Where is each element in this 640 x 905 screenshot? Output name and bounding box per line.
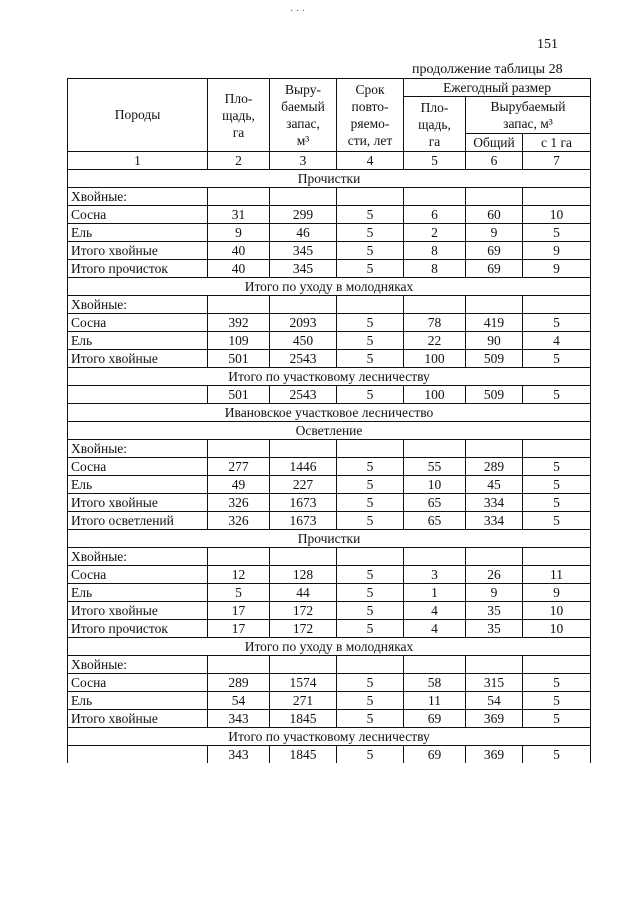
value-cell: 5 <box>523 224 591 242</box>
value-cell: 78 <box>404 314 466 332</box>
table-row <box>68 710 591 728</box>
value-cell: 369 <box>466 746 523 764</box>
section-row <box>68 638 591 656</box>
header-total <box>466 134 523 152</box>
header-area <box>208 79 270 152</box>
empty-cell <box>404 188 466 206</box>
value-cell: 5 <box>523 386 591 404</box>
value-cell: 5 <box>337 260 404 278</box>
empty-cell <box>270 548 337 566</box>
section-row <box>68 404 591 422</box>
value-cell: 2 <box>404 224 466 242</box>
value-cell: 45 <box>466 476 523 494</box>
value-cell: 277 <box>208 458 270 476</box>
empty-cell <box>270 188 337 206</box>
forestry-table <box>67 78 591 763</box>
empty-cell <box>337 656 404 674</box>
value-cell: 8 <box>404 242 466 260</box>
value-cell: 5 <box>337 710 404 728</box>
value-cell: 69 <box>404 746 466 764</box>
value-cell: 10 <box>523 206 591 224</box>
empty-cell <box>208 440 270 458</box>
table-row <box>68 476 591 494</box>
value-cell: 4 <box>404 620 466 638</box>
group-label: Хвойные: <box>68 188 208 206</box>
value-cell: 5 <box>523 314 591 332</box>
empty-cell <box>466 440 523 458</box>
value-cell: 60 <box>466 206 523 224</box>
value-cell: 289 <box>466 458 523 476</box>
section-title: Ивановское участковое лесничество <box>68 404 591 422</box>
value-cell: 5 <box>337 494 404 512</box>
value-cell: 69 <box>466 260 523 278</box>
group-label: Хвойные: <box>68 440 208 458</box>
section-title: Итого по уходу в молодняках <box>68 278 591 296</box>
section-title: Прочистки <box>68 530 591 548</box>
group-label: Хвойные: <box>68 548 208 566</box>
table-row <box>68 602 591 620</box>
value-cell: 12 <box>208 566 270 584</box>
value-cell: 10 <box>404 476 466 494</box>
value-cell: 9 <box>523 260 591 278</box>
column-number: 7 <box>523 152 591 170</box>
value-cell: 5 <box>523 692 591 710</box>
value-cell: 5 <box>523 458 591 476</box>
value-cell: 55 <box>404 458 466 476</box>
value-cell: 509 <box>466 350 523 368</box>
empty-cell <box>208 188 270 206</box>
species-cell: Итого хвойные <box>68 710 208 728</box>
column-number: 2 <box>208 152 270 170</box>
value-cell: 1673 <box>270 494 337 512</box>
value-cell: 271 <box>270 692 337 710</box>
value-cell: 5 <box>523 674 591 692</box>
table-row <box>68 674 591 692</box>
table-row <box>68 350 591 368</box>
value-cell: 5 <box>337 242 404 260</box>
table-row <box>68 746 591 764</box>
header-total-text: Общий <box>473 134 515 150</box>
section-title: Итого по участковому лесничеству <box>68 728 591 746</box>
empty-cell <box>208 656 270 674</box>
value-cell: 46 <box>270 224 337 242</box>
group-row <box>68 296 591 314</box>
value-cell: 40 <box>208 242 270 260</box>
header-annual <box>404 79 591 97</box>
value-cell: 17 <box>208 602 270 620</box>
empty-cell <box>270 656 337 674</box>
value-cell: 2543 <box>270 350 337 368</box>
empty-cell <box>337 188 404 206</box>
value-cell: 289 <box>208 674 270 692</box>
value-cell: 11 <box>523 566 591 584</box>
value-cell: 345 <box>270 242 337 260</box>
header-per-ha <box>523 134 591 152</box>
value-cell: 9 <box>208 224 270 242</box>
empty-cell <box>466 296 523 314</box>
column-number: 4 <box>337 152 404 170</box>
column-number-row <box>68 152 591 170</box>
value-cell: 35 <box>466 620 523 638</box>
value-cell: 1574 <box>270 674 337 692</box>
value-cell: 65 <box>404 512 466 530</box>
value-cell: 1673 <box>270 512 337 530</box>
value-cell: 315 <box>466 674 523 692</box>
species-cell: Ель <box>68 476 208 494</box>
value-cell: 501 <box>208 386 270 404</box>
scan-speck: · · · <box>290 6 305 17</box>
table-caption: продолжение таблицы 28 <box>412 62 563 77</box>
table-row <box>68 314 591 332</box>
table-row <box>68 332 591 350</box>
section-title: Осветление <box>68 422 591 440</box>
value-cell: 9 <box>523 242 591 260</box>
value-cell: 5 <box>337 512 404 530</box>
header-row-1 <box>68 79 591 97</box>
section-row <box>68 728 591 746</box>
header-annual-volume <box>466 97 591 134</box>
column-number: 6 <box>466 152 523 170</box>
table-row <box>68 620 591 638</box>
group-row <box>68 656 591 674</box>
empty-cell <box>523 188 591 206</box>
table-row <box>68 458 591 476</box>
value-cell: 5 <box>523 494 591 512</box>
value-cell: 326 <box>208 512 270 530</box>
value-cell: 1446 <box>270 458 337 476</box>
value-cell: 3 <box>404 566 466 584</box>
value-cell: 69 <box>404 710 466 728</box>
value-cell: 392 <box>208 314 270 332</box>
species-cell: Сосна <box>68 206 208 224</box>
table-body <box>68 79 591 764</box>
species-cell: Итого хвойные <box>68 494 208 512</box>
value-cell: 509 <box>466 386 523 404</box>
value-cell: 2093 <box>270 314 337 332</box>
empty-cell <box>270 296 337 314</box>
empty-cell <box>523 440 591 458</box>
group-row <box>68 440 591 458</box>
value-cell: 5 <box>337 332 404 350</box>
table-row <box>68 512 591 530</box>
group-row <box>68 188 591 206</box>
value-cell: 345 <box>270 260 337 278</box>
value-cell: 22 <box>404 332 466 350</box>
value-cell: 128 <box>270 566 337 584</box>
section-row <box>68 278 591 296</box>
species-cell: Ель <box>68 692 208 710</box>
section-title: Итого по участковому лесничеству <box>68 368 591 386</box>
empty-cell <box>466 656 523 674</box>
header-period <box>337 79 404 152</box>
value-cell: 501 <box>208 350 270 368</box>
value-cell: 5 <box>337 476 404 494</box>
value-cell: 26 <box>466 566 523 584</box>
header-period-text: Срок повто- ряемо- сти, лет <box>347 82 393 148</box>
header-annual-text: Ежегодный размер <box>443 79 551 95</box>
column-number: 5 <box>404 152 466 170</box>
value-cell: 10 <box>523 620 591 638</box>
value-cell: 1845 <box>270 746 337 764</box>
empty-cell <box>523 296 591 314</box>
header-per-ha-text: с 1 га <box>540 134 573 150</box>
species-cell: Сосна <box>68 566 208 584</box>
value-cell: 2543 <box>270 386 337 404</box>
value-cell: 1 <box>404 584 466 602</box>
section-row <box>68 422 591 440</box>
table-row <box>68 260 591 278</box>
section-row <box>68 368 591 386</box>
species-cell: Сосна <box>68 674 208 692</box>
column-number: 1 <box>68 152 208 170</box>
group-label: Хвойные: <box>68 656 208 674</box>
value-cell: 54 <box>208 692 270 710</box>
species-cell: Итого хвойные <box>68 602 208 620</box>
header-annual-volume-text: Вырубаемый запас, м³ <box>490 99 566 131</box>
value-cell: 5 <box>208 584 270 602</box>
value-cell: 5 <box>337 602 404 620</box>
value-cell: 5 <box>337 314 404 332</box>
value-cell: 1845 <box>270 710 337 728</box>
species-cell: Сосна <box>68 314 208 332</box>
section-row <box>68 170 591 188</box>
value-cell: 54 <box>466 692 523 710</box>
species-cell: Ель <box>68 584 208 602</box>
value-cell: 5 <box>337 350 404 368</box>
value-cell: 58 <box>404 674 466 692</box>
header-annual-area <box>404 97 466 152</box>
value-cell: 8 <box>404 260 466 278</box>
value-cell: 5 <box>523 710 591 728</box>
value-cell: 5 <box>337 584 404 602</box>
value-cell: 9 <box>466 584 523 602</box>
empty-cell <box>523 656 591 674</box>
value-cell: 5 <box>337 206 404 224</box>
table-row <box>68 584 591 602</box>
value-cell: 100 <box>404 386 466 404</box>
value-cell: 5 <box>337 224 404 242</box>
value-cell: 10 <box>523 602 591 620</box>
empty-cell <box>466 188 523 206</box>
header-species-text: Породы <box>114 107 161 122</box>
value-cell: 4 <box>404 602 466 620</box>
header-species <box>68 79 208 152</box>
value-cell: 109 <box>208 332 270 350</box>
table-row <box>68 386 591 404</box>
value-cell: 90 <box>466 332 523 350</box>
section-title: Прочистки <box>68 170 591 188</box>
value-cell: 5 <box>337 674 404 692</box>
value-cell: 326 <box>208 494 270 512</box>
value-cell: 343 <box>208 710 270 728</box>
page-number: 151 <box>537 37 558 52</box>
header-area-text: Пло- щадь, га <box>222 90 255 140</box>
value-cell: 299 <box>270 206 337 224</box>
section-row <box>68 530 591 548</box>
value-cell: 49 <box>208 476 270 494</box>
value-cell: 419 <box>466 314 523 332</box>
empty-cell <box>404 548 466 566</box>
value-cell: 5 <box>337 746 404 764</box>
value-cell: 11 <box>404 692 466 710</box>
empty-cell <box>404 296 466 314</box>
value-cell: 17 <box>208 620 270 638</box>
value-cell: 5 <box>337 620 404 638</box>
table-row <box>68 566 591 584</box>
empty-cell <box>404 656 466 674</box>
value-cell: 334 <box>466 512 523 530</box>
value-cell: 172 <box>270 620 337 638</box>
group-row <box>68 548 591 566</box>
species-cell: Итого осветлений <box>68 512 208 530</box>
species-cell: Итого прочисток <box>68 260 208 278</box>
table-row <box>68 692 591 710</box>
value-cell: 227 <box>270 476 337 494</box>
value-cell: 450 <box>270 332 337 350</box>
empty-cell <box>466 548 523 566</box>
value-cell: 334 <box>466 494 523 512</box>
value-cell: 35 <box>466 602 523 620</box>
value-cell: 5 <box>337 386 404 404</box>
header-volume <box>270 79 337 152</box>
empty-cell <box>337 548 404 566</box>
empty-cell <box>270 440 337 458</box>
species-cell: Итого хвойные <box>68 350 208 368</box>
value-cell: 65 <box>404 494 466 512</box>
value-cell: 6 <box>404 206 466 224</box>
species-cell: Итого прочисток <box>68 620 208 638</box>
value-cell: 4 <box>523 332 591 350</box>
value-cell: 5 <box>523 746 591 764</box>
value-cell: 31 <box>208 206 270 224</box>
table-row <box>68 206 591 224</box>
value-cell: 343 <box>208 746 270 764</box>
species-cell: Итого хвойные <box>68 242 208 260</box>
table-row <box>68 242 591 260</box>
species-cell <box>68 386 208 404</box>
value-cell: 9 <box>466 224 523 242</box>
value-cell: 100 <box>404 350 466 368</box>
value-cell: 5 <box>523 476 591 494</box>
value-cell: 69 <box>466 242 523 260</box>
header-annual-area-text: Пло- щадь, га <box>418 99 451 149</box>
section-title: Итого по уходу в молодняках <box>68 638 591 656</box>
value-cell: 40 <box>208 260 270 278</box>
empty-cell <box>404 440 466 458</box>
value-cell: 5 <box>523 512 591 530</box>
species-cell: Ель <box>68 224 208 242</box>
value-cell: 9 <box>523 584 591 602</box>
species-cell: Ель <box>68 332 208 350</box>
value-cell: 369 <box>466 710 523 728</box>
value-cell: 5 <box>337 692 404 710</box>
value-cell: 5 <box>337 458 404 476</box>
empty-cell <box>523 548 591 566</box>
empty-cell <box>337 296 404 314</box>
table-row <box>68 494 591 512</box>
empty-cell <box>208 296 270 314</box>
value-cell: 44 <box>270 584 337 602</box>
value-cell: 5 <box>337 566 404 584</box>
value-cell: 5 <box>523 350 591 368</box>
species-cell <box>68 746 208 764</box>
header-volume-text: Выру- баемый запас, м³ <box>281 82 325 148</box>
value-cell: 172 <box>270 602 337 620</box>
empty-cell <box>337 440 404 458</box>
empty-cell <box>208 548 270 566</box>
group-label: Хвойные: <box>68 296 208 314</box>
species-cell: Сосна <box>68 458 208 476</box>
column-number: 3 <box>270 152 337 170</box>
table-row <box>68 224 591 242</box>
